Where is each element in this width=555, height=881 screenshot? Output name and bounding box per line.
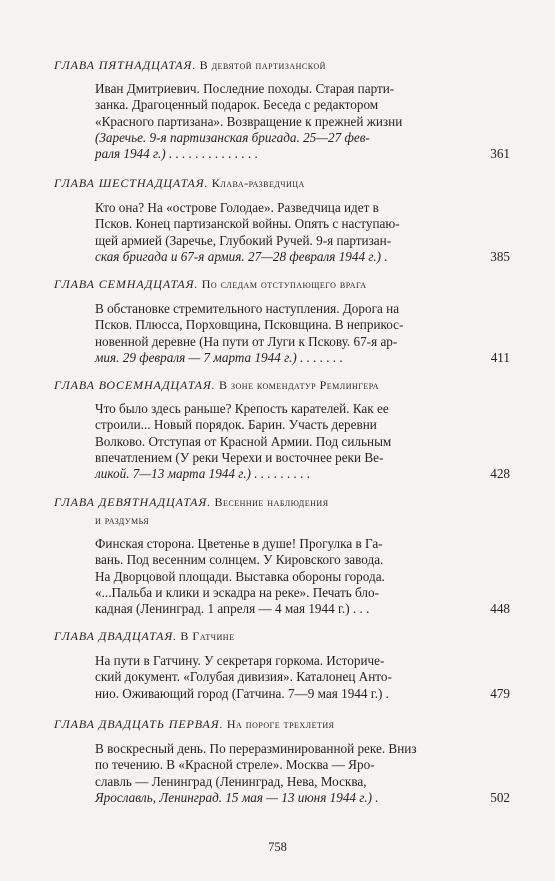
summary-line: Кто она? На «острове Голодае». Разведчица идет в [95,200,379,215]
summary-line: (Заречье. 9-я партизанская бригада. 25—27 фев- [95,129,370,145]
chapter-label: ГЛАВА ДВАДЦАТАЯ. [54,629,178,643]
page-number: 361 [490,146,510,161]
chapter-title: По следам отступающего врага [201,277,367,291]
chapter-title: Клава-разведчица [211,176,305,190]
page-number: 385 [490,249,510,264]
page-number: 448 [490,601,510,616]
summary-line: «...Пальба и клики и эскадра на реке». Печать бло- [95,584,379,600]
chapter-summary [95,536,475,617]
summary-line: впечатлением (У реки Черехи и восточнее реки Ве- [95,449,384,465]
summary-line: раля 1944 г.) . . . . . . . . . . . . . . [95,146,259,162]
summary-line: ская бригада и 67-я армия. 27—28 февраля 1944 г.) . [95,248,388,264]
summary-line: славль — Ленинград (Ленинград, Нева, Москва, [95,773,367,789]
summary-line: На Дворцовой площади. Выставка обороны города. [95,568,385,584]
summary-line: мия. 29 февраля — 7 марта 1944 г.) . . . . . . . [95,349,343,365]
summary-line: В обстановке стремительного наступления. Дорога на [95,301,400,316]
summary-line: щей армией (Заречье, Глубокий Ручей. 9-я партизан- [95,232,392,248]
page-number: 502 [490,790,510,805]
chapter-title: В Гатчине [180,629,235,643]
summary-line: Иван Дмитриевич. Последние походы. Старая парти- [95,81,395,96]
summary-line: нио. Оживающий город (Гатчина. 7—9 мая 1944 г.) . [95,685,389,701]
chapter-heading [54,57,516,74]
chapter-summary [95,301,475,366]
chapter-heading [54,628,516,645]
summary-line: новенной деревне (На пути от Луги к Пскову. 67-я ар- [95,333,398,349]
chapter-label: ГЛАВА ДЕВЯТНАДЦАТАЯ. [54,495,212,509]
summary-line: ский документ. «Голубая дивизия». Каталонец Анто- [95,669,392,685]
summary-line: В воскресный день. По переразминированной реке. Вниз [95,741,417,756]
chapter-summary [95,741,475,806]
page-number: 479 [490,686,510,701]
chapter-title: Весенние наблюдения [214,495,329,509]
summary-line: кадная (Ленинград. 1 апреля — 4 мая 1944 г.) . . . [95,601,370,617]
summary-line: по течению. В «Красной стреле». Москва — Яро- [95,757,375,773]
page-number: 411 [490,350,510,365]
chapter-heading-continued [95,512,555,529]
chapter-heading [54,175,516,192]
chapter-summary [95,200,475,265]
summary-line: Волково. Отступая от Красной Армии. Под сильным [95,433,392,449]
chapter-summary [95,81,475,162]
summary-line: Что было здесь раньше? Крепость карателей. Как ее [95,401,389,416]
chapter-label: ГЛАВА СЕМНАДЦАТАЯ. [54,277,199,291]
summary-line: Финская сторона. Цветенье в душе! Прогулка в Га- [95,536,383,551]
chapter-title: В девятой партизанской [199,58,326,72]
summary-line: занка. Драгоценный подарок. Беседа с редактором [95,97,379,113]
chapter-heading [54,494,516,511]
chapter-label: ГЛАВА ДВАДЦАТЬ ПЕРВАЯ. [54,717,224,731]
folio-page-number: 758 [268,840,287,854]
summary-line: «Красного партизана». Возвращение к прежней жизни [95,113,403,129]
summary-line: На пути в Гатчину. У секретаря горкома. Историче- [95,653,385,668]
chapter-heading [54,276,516,293]
chapter-heading [54,377,516,394]
chapter-summary [95,401,475,482]
summary-line: Ярославль, Ленинград. 15 мая — 13 июня 1944 г.) . [95,789,379,805]
summary-line: Псков. Конец партизанской войны. Опять с наступаю- [95,216,400,232]
chapter-label: ГЛАВА ВОСЕМНАДЦАТАЯ. [54,378,216,392]
chapter-title: В зоне комендатур Ремлингера [218,378,379,392]
chapter-title-line2: и раздумья [95,513,150,527]
summary-line: вань. Под весенним солнцем. У Кировского завода. [95,552,384,568]
page-number: 428 [490,466,510,481]
chapter-heading [54,716,516,733]
summary-line: Псков. Плюсса, Порховщина, Псковщина. В неприкос- [95,317,404,333]
chapter-label: ГЛАВА ПЯТНАДЦАТАЯ. [54,58,197,72]
summary-line: ликой. 7—13 марта 1944 г.) . . . . . . . . . [95,466,311,482]
chapter-label: ГЛАВА ШЕСТНАДЦАТАЯ. [54,176,209,190]
chapter-summary [95,653,475,702]
chapter-title: На пороге трехлетия [226,717,335,731]
summary-line: строили... Новый порядок. Барин. Участь деревни [95,417,377,433]
